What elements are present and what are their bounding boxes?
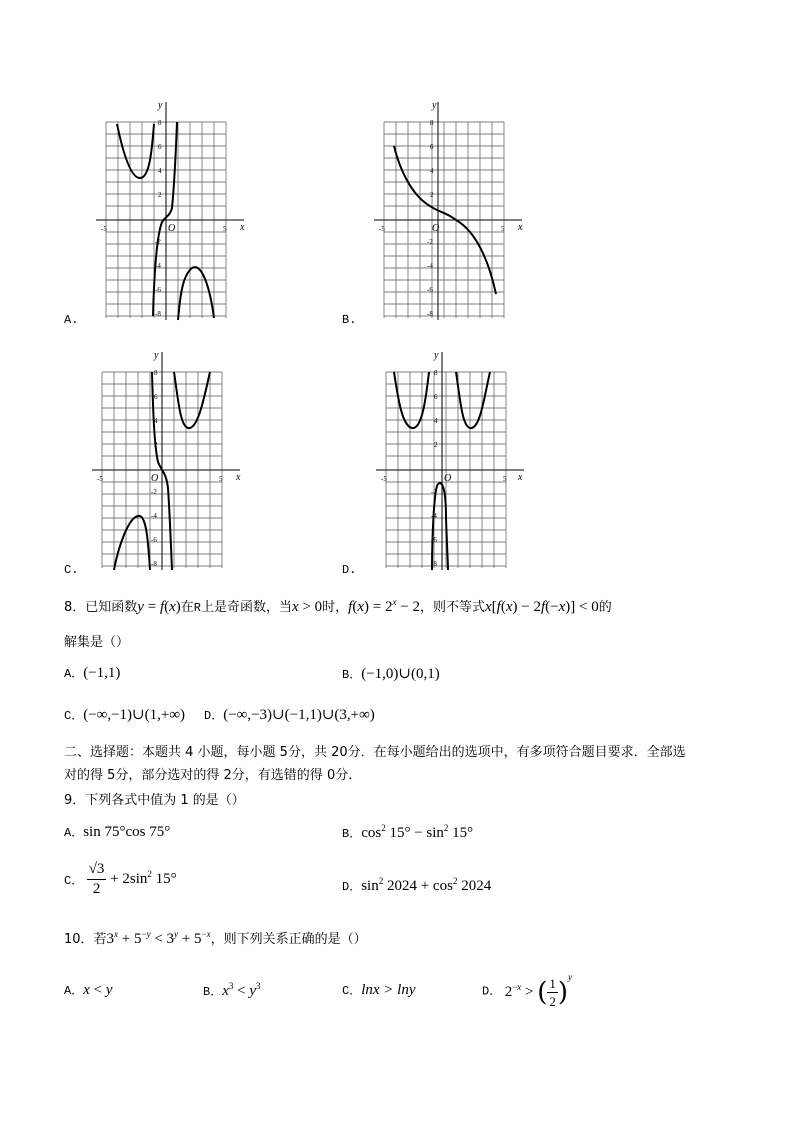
option-a-label[interactable]: A. (64, 313, 79, 327)
section2-instructions-line2: 对的得 5分，部分选对的得 2分，有选错的得 0分． (64, 768, 362, 783)
svg-text:-4: -4 (427, 262, 433, 270)
x-tick-label: 5 (223, 225, 227, 233)
q10-condition: $3^x + 5^{-y} < 3^y + 5^{-x}$ (106, 929, 211, 947)
x-tick-label: -5 (379, 225, 385, 233)
svg-text:-8: -8 (151, 560, 157, 568)
q9-option-d[interactable]: D．$\sin^2 2024 + \cos^2 2024$ (342, 876, 492, 894)
q10-option-b[interactable]: B．$x^3 < y^3$ (203, 981, 261, 999)
svg-text:2: 2 (158, 191, 162, 199)
q9-option-a[interactable]: A．sin 75°cos 75° (64, 824, 171, 840)
x-tick-label: -5 (381, 475, 387, 483)
q10-option-a[interactable]: A．x < y (64, 982, 113, 998)
q8-option-c[interactable]: C．(−∞,−1)∪(1,+∞) (64, 707, 186, 723)
svg-text:8: 8 (434, 369, 438, 377)
svg-text:2: 2 (430, 191, 434, 199)
svg-text:-2: -2 (427, 238, 433, 246)
svg-text:4: 4 (154, 417, 158, 425)
svg-text:6: 6 (434, 393, 438, 401)
q10-option-d[interactable]: D． $2^{-x}$ > ( $\frac{1}{2}$ )$^y$ (482, 972, 573, 1010)
origin-label: O (444, 473, 452, 484)
option-b-label[interactable]: B. (342, 313, 357, 327)
y-tick-labels (431, 369, 438, 568)
svg-text:-4: -4 (151, 512, 157, 520)
svg-text:4: 4 (430, 167, 434, 175)
q8-func: y = f(x) (137, 599, 181, 615)
graph-d (372, 348, 532, 572)
y-tick-labels (155, 119, 162, 318)
q8-option-a[interactable]: A．(−1,1) (64, 665, 121, 681)
svg-text:-6: -6 (431, 536, 437, 544)
svg-text:6: 6 (158, 143, 162, 151)
svg-text:-2: -2 (151, 488, 157, 496)
x-axis-label: x (518, 222, 523, 233)
origin-label: O (168, 223, 176, 234)
svg-text:2: 2 (434, 441, 438, 449)
q8-option-d[interactable]: D．(−∞,−3)∪(−1,1)∪(3,+∞) (204, 707, 375, 723)
q10-option-c[interactable]: C．lnx > lny (342, 982, 416, 998)
x-tick-label: 5 (503, 475, 507, 483)
q8-number: 8． (64, 600, 86, 615)
x-axis-label: x (236, 472, 241, 483)
svg-text:-4: -4 (431, 512, 437, 520)
y-axis-label: y (154, 350, 159, 361)
q9-option-c[interactable]: C． $\frac{√3}{2}$ + $2\sin^2$ 15° (64, 861, 177, 897)
svg-text:-6: -6 (155, 286, 161, 294)
curve-branch (432, 483, 448, 570)
svg-text:-6: -6 (427, 286, 433, 294)
svg-text:4: 4 (158, 167, 162, 175)
x-tick-label: 5 (501, 225, 505, 233)
q8-stem: 8．已知函数y = f(x)在R上是奇函数，当x > 0时，$f(x) = 2^x - 2$，则不等式x[f(x) − 2f(−x)] < 0的 (64, 597, 612, 615)
svg-text:2: 2 (154, 441, 158, 449)
y-axis-label: y (432, 100, 437, 111)
option-c-label[interactable]: C. (64, 563, 79, 577)
q10-stem: 10．若$3^x + 5^{-y} < 3^y + 5^{-x}$，则下列关系正确的是（） (64, 929, 367, 947)
svg-text:-4: -4 (155, 262, 161, 270)
svg-text:-6: -6 (151, 536, 157, 544)
origin-label: O (151, 473, 159, 484)
svg-text:-2: -2 (431, 488, 437, 496)
svg-text:6: 6 (154, 393, 158, 401)
svg-text:8: 8 (154, 369, 158, 377)
x-axis-label: x (240, 222, 245, 233)
q9-option-b[interactable]: B．$\cos^2 15^\circ - \sin^2 15^\circ$ (342, 823, 474, 841)
q9-stem: 9．下列各式中值为 1 的是（） (64, 793, 245, 808)
svg-text:-8: -8 (155, 310, 161, 318)
origin-label: O (432, 223, 440, 234)
graph-b (370, 98, 530, 322)
graph-d-svg (372, 348, 532, 572)
x-tick-label: 5 (219, 475, 223, 483)
q8-definition: $f(x) = 2^x - 2$ (348, 597, 420, 615)
x-axis-label: x (518, 472, 523, 483)
x-tick-label: -5 (97, 475, 103, 483)
svg-text:8: 8 (430, 119, 434, 127)
q8-inequality: x[f(x) − 2f(−x)] < 0 (484, 599, 599, 615)
svg-text:8: 8 (158, 119, 162, 127)
svg-text:-8: -8 (427, 310, 433, 318)
y-tick-labels (427, 119, 434, 318)
graph-c (88, 348, 248, 572)
y-axis-label: y (434, 350, 439, 361)
q8-option-b[interactable]: B．(−1,0)∪(0,1) (342, 666, 440, 682)
q8-stem-line2: 解集是（） (64, 635, 130, 650)
graph-c-svg (88, 348, 248, 572)
svg-text:6: 6 (430, 143, 434, 151)
curve-branch (114, 516, 150, 570)
graph-a (92, 98, 252, 322)
graph-a-svg (92, 98, 252, 322)
curve-branch (178, 267, 214, 320)
x-tick-label: -5 (101, 225, 107, 233)
svg-text:4: 4 (434, 417, 438, 425)
y-axis-label: y (158, 100, 163, 111)
graph-b-svg (370, 98, 530, 322)
section2-instructions-line1: 二、选择题：本题共 4 小题，每小题 5分，共 20分．在每小题给出的选项中，有多项符合题目要求．全部选 (64, 745, 686, 760)
svg-text:-8: -8 (431, 560, 437, 568)
svg-text:-2: -2 (155, 238, 161, 246)
option-d-label[interactable]: D. (342, 563, 357, 577)
